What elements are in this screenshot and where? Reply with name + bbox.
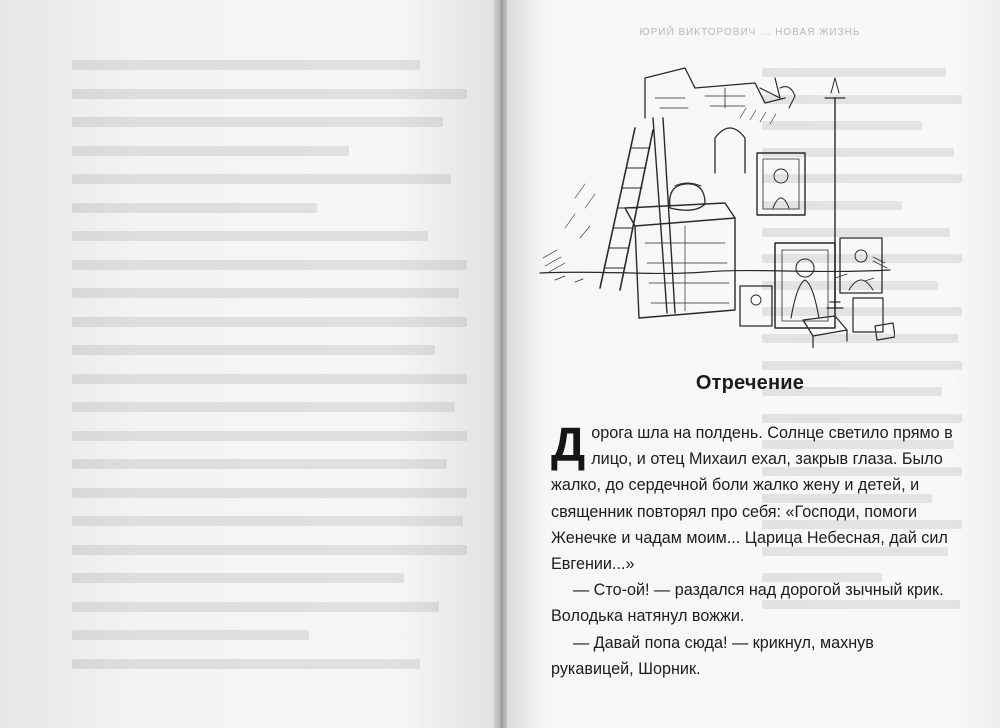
running-head: ЮРИЙ ВИКТОРОВИЧ ... НОВАЯ ЖИЗНЬ bbox=[639, 27, 861, 38]
book-gutter bbox=[494, 0, 507, 728]
paragraph-1: Дорога шла на полдень. Солнце светило прямо в лицо, и отец Михаил ехал, закрыв глаза. Было жалко, до сердечной боли жалко жену и детей, и священник повторял про себя: «Господи, помоги Женечке и чадам моим... Царица Небесная, дай сил Евгении...» bbox=[551, 419, 953, 574]
body-text bbox=[551, 420, 954, 682]
left-page bbox=[0, 0, 494, 728]
show-through-text bbox=[72, 60, 467, 650]
paragraph-2: — Сто-ой! — раздался над дорогой зычный крик. Володька натянул вожжи. bbox=[551, 581, 944, 626]
drop-cap: Д bbox=[551, 419, 586, 472]
paragraph-3: — Давай попа сюда! — крикнул, махнув рукавицей, Шорник. bbox=[551, 633, 874, 678]
ruined-church-iconostasis-illustration bbox=[535, 58, 895, 348]
chapter-title: Отречение bbox=[695, 372, 805, 394]
